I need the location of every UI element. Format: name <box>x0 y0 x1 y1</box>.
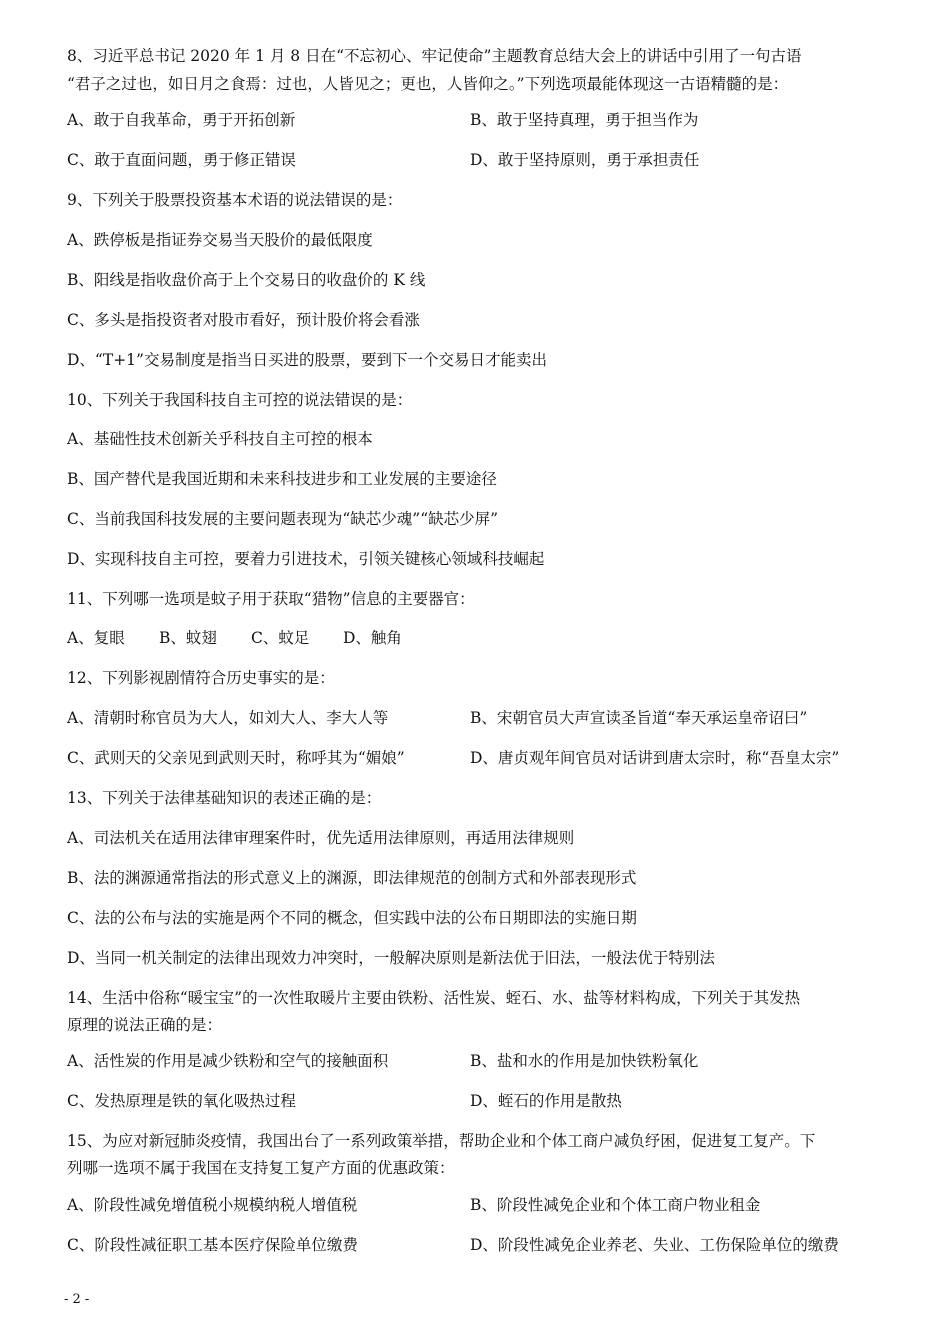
q12-option-a: A、清朝时称官员为大人，如刘大人、李大人等 <box>67 709 389 727</box>
q14-stem-line2: 原理的说法正确的是： <box>67 1016 223 1034</box>
q13-option-a: A、司法机关在适用法律审理案件时，优先适用法律原则，再适用法律规则 <box>67 829 575 847</box>
q13-option-c: C、法的公布与法的实施是两个不同的概念，但实践中法的公布日期即法的实施日期 <box>67 909 637 927</box>
q9-stem: 9、下列关于股票投资基本术语的说法错误的是： <box>67 191 403 209</box>
q11-stem: 11、下列哪一选项是蚊子用于获取“猎物”信息的主要器官： <box>67 590 475 608</box>
page-number: - 2 - <box>64 1292 90 1307</box>
q10-option-a: A、基础性技术创新关乎科技自主可控的根本 <box>67 430 373 448</box>
q10-option-c: C、当前我国科技发展的主要问题表现为“缺芯少魂”“缺芯少屏” <box>67 510 499 528</box>
q10-option-b: B、国产替代是我国近期和未来科技进步和工业发展的主要途径 <box>67 470 497 488</box>
q15-stem-line1: 15、为应对新冠肺炎疫情，我国出台了一系列政策举措，帮助企业和个体工商户减负纾困，促进复工复产。下 <box>67 1132 816 1150</box>
q8-option-c: C、敢于直面问题，勇于修正错误 <box>67 151 296 169</box>
q9-option-a: A、跌停板是指证券交易当天股价的最低限度 <box>67 231 373 249</box>
q11-option-b: B、蚊翅 <box>159 629 217 647</box>
q8-option-d: D、敢于坚持原则，勇于承担责任 <box>470 151 700 169</box>
q10-stem: 10、下列关于我国科技自主可控的说法错误的是： <box>67 391 413 409</box>
q15-option-a: A、阶段性减免增值税小规模纳税人增值税 <box>67 1196 358 1214</box>
q9-option-c: C、多头是指投资者对股市看好，预计股价将会看涨 <box>67 311 420 329</box>
q12-stem: 12、下列影视剧情符合历史事实的是： <box>67 669 335 687</box>
q12-option-d: D、唐贞观年间官员对话讲到唐太宗时，称“吾皇太宗” <box>470 749 840 767</box>
q15-option-c: C、阶段性减征职工基本医疗保险单位缴费 <box>67 1236 358 1254</box>
q11-options <box>67 628 402 648</box>
q11-option-d: D、触角 <box>343 629 402 647</box>
q15-option-b: B、阶段性减免企业和个体工商户物业租金 <box>470 1196 761 1214</box>
q14-stem-line1: 14、生活中俗称“暖宝宝”的一次性取暖片主要由铁粉、活性炭、蛭石、水、盐等材料构成，下列关于其发热 <box>67 989 801 1007</box>
q14-option-d: D、蛭石的作用是散热 <box>470 1092 622 1110</box>
q13-option-d: D、当同一机关制定的法律出现效力冲突时，一般解决原则是新法优于旧法，一般法优于特别法 <box>67 949 715 967</box>
q13-option-b: B、法的渊源通常指法的形式意义上的渊源，即法律规范的创制方式和外部表现形式 <box>67 869 637 887</box>
q8-stem-line2: “君子之过也，如日月之食焉：过也，人皆见之；更也，人皆仰之。”下列选项最能体现这一古语精髓的是： <box>67 75 789 93</box>
q14-option-a: A、活性炭的作用是减少铁粉和空气的接触面积 <box>67 1052 389 1070</box>
q11-option-c: C、蚊足 <box>251 629 310 647</box>
q12-option-c: C、武则天的父亲见到武则天时，称呼其为“媚娘” <box>67 749 405 767</box>
q14-option-b: B、盐和水的作用是加快铁粉氧化 <box>470 1052 699 1070</box>
q10-option-d: D、实现科技自主可控，要着力引进技术，引领关键核心领域科技崛起 <box>67 550 545 568</box>
q9-option-d: D、“T+1”交易制度是指当日买进的股票，要到下一个交易日才能卖出 <box>67 351 547 369</box>
q12-option-b: B、宋朝官员大声宣读圣旨道“奉天承运皇帝诏曰” <box>470 709 808 727</box>
q14-option-c: C、发热原理是铁的氧化吸热过程 <box>67 1092 296 1110</box>
q15-option-d: D、阶段性减免企业养老、失业、工伤保险单位的缴费 <box>470 1236 839 1254</box>
q8-option-b: B、敢于坚持真理，勇于担当作为 <box>470 111 699 129</box>
q8-stem-line1: 8、习近平总书记 2020 年 1 月 8 日在“不忘初心、牢记使命”主题教育总结大会上的讲话中引用了一句古语 <box>67 47 802 65</box>
q9-option-b: B、阳线是指收盘价高于上个交易日的收盘价的 K 线 <box>67 271 426 289</box>
q13-stem: 13、下列关于法律基础知识的表述正确的是： <box>67 789 382 807</box>
q11-option-a: A、复眼 <box>67 629 125 647</box>
q15-stem-line2: 列哪一选项不属于我国在支持复工复产方面的优惠政策： <box>67 1159 455 1177</box>
q8-option-a: A、敢于自我革命，勇于开拓创新 <box>67 111 296 129</box>
